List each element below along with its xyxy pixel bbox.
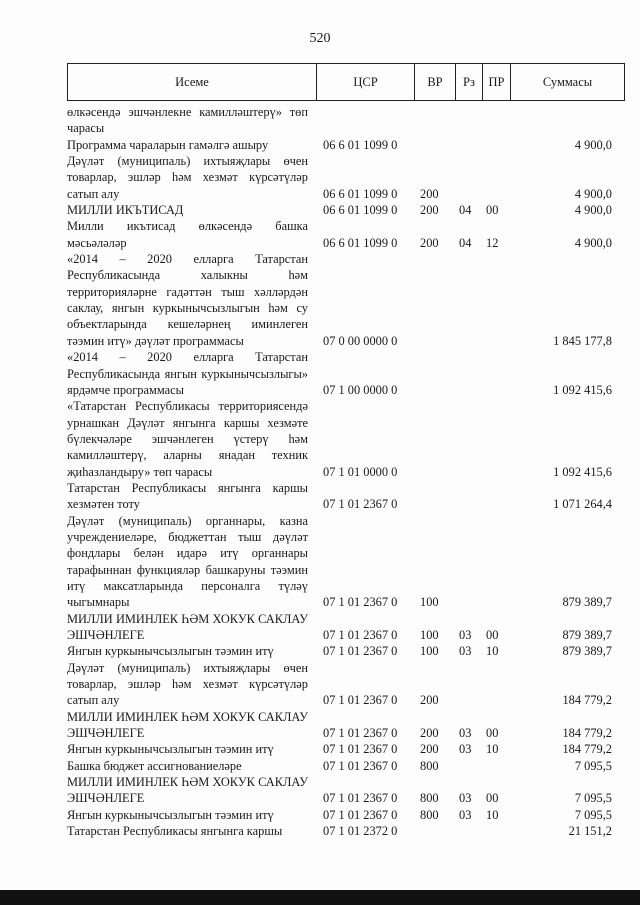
row-sum: 1 071 264,4 <box>553 497 612 512</box>
header-rz: Рз <box>456 64 483 100</box>
row-csr: 07 1 01 2372 0 <box>323 824 398 839</box>
table-row <box>67 807 625 823</box>
row-vr: 800 <box>420 791 439 806</box>
row-vr: 800 <box>420 758 439 773</box>
row-name: «2014 – 2020 елларга Татарстан Республикасында халыкны һәм территорияләрне гадәттән тыш хәлләрдән саклау, янгын куркынычсызлыгын һәм су объектларында кешеләрнең иминлеген тәэмин итү» дәүләт программасы <box>67 252 308 348</box>
row-sum: 184 779,2 <box>562 742 612 757</box>
row-sum: 7 095,5 <box>574 791 612 806</box>
row-name: Янгын куркынычсызлыгын тәэмин итү <box>67 807 274 822</box>
row-rz: 03 <box>459 644 472 659</box>
row-name: Дәүләт (муниципаль) ихтыяҗлары өчен товарлар, эшләр һәм хезмәт күрсәтүләр сатып алу <box>67 660 308 708</box>
row-sum: 7 095,5 <box>574 758 612 773</box>
row-sum: 21 151,2 <box>568 824 612 839</box>
row-name: Башка бюджет ассигнованиеләре <box>67 758 242 773</box>
row-sum: 879 389,7 <box>562 595 612 610</box>
row-rz: 04 <box>459 203 472 218</box>
table-row <box>67 251 625 349</box>
row-csr: 06 6 01 1099 0 <box>323 137 398 152</box>
row-name: Татарстан Республикасы янгынга каршы хезмәтен тоту <box>67 480 308 512</box>
table-header <box>67 63 625 101</box>
row-name: Янгын куркынычсызлыгын тәэмин итү <box>67 742 274 757</box>
page-number: 520 <box>309 31 331 46</box>
row-rz: 04 <box>459 235 472 250</box>
row-rz: 03 <box>459 742 472 757</box>
table-body <box>67 104 625 839</box>
row-sum: 184 779,2 <box>562 693 612 708</box>
row-sum: 7 095,5 <box>574 807 612 822</box>
row-name: Дәүләт (муниципаль) ихтыяҗлары өчен товарлар, эшләр һәм хезмәт күрсәтүләр сатып алу <box>67 154 308 201</box>
row-pr: 12 <box>486 235 499 250</box>
row-csr: 07 0 00 0000 0 <box>323 333 398 348</box>
row-csr: 07 1 01 2367 0 <box>323 497 398 512</box>
row-pr: 00 <box>486 726 499 741</box>
row-rz: 03 <box>459 628 472 642</box>
row-name: Дәүләт (муниципаль) органнары, казна учреждениеләре, бюджеттан тыш дәүләт фондлары белән идарә итү органнары тарафыннан функцияләр башкаруны тәэмин итү максатларында персоналга түләү чыгымнары <box>67 513 308 610</box>
table-row <box>67 398 625 480</box>
row-sum: 1 092 415,6 <box>553 464 612 479</box>
row-sum: 4 900,0 <box>574 186 612 201</box>
row-csr: 07 1 01 2367 0 <box>323 726 398 741</box>
row-csr: 07 1 00 0000 0 <box>323 382 398 397</box>
row-csr: 07 1 01 2367 0 <box>323 628 398 642</box>
row-sum: 879 389,7 <box>562 644 612 659</box>
row-csr: 06 6 01 1099 0 <box>323 235 398 250</box>
header-vr: ВР <box>415 64 456 100</box>
row-name: Программа чараларын гамәлгә ашыру <box>67 137 269 152</box>
scan-border <box>0 890 640 905</box>
row-name: Янгын куркынычсызлыгын тәэмин итү <box>67 644 274 659</box>
row-pr: 00 <box>486 628 499 642</box>
row-csr: 07 1 01 2367 0 <box>323 595 398 610</box>
row-rz: 03 <box>459 726 472 741</box>
row-sum: 184 779,2 <box>562 726 612 741</box>
table-row <box>67 153 625 202</box>
table-row <box>67 513 625 611</box>
row-vr: 200 <box>420 203 439 218</box>
row-name: «2014 – 2020 елларга Татарстан Республикасында янгын куркынычсызлыгы» ярдәмче программасы <box>67 350 308 397</box>
row-rz: 03 <box>459 791 472 806</box>
table-row <box>67 660 625 709</box>
table-row <box>67 480 625 513</box>
table-row <box>67 741 625 757</box>
table-row <box>67 349 625 398</box>
row-name: «Татарстан Республикасы территориясендә урнашкан Дәүләт янгынга каршы хезмәте бүлекчәләре эшчәнлеген үстерү һәм камилләштерү, аларны янадан техник җиһазландыру» төп чарасы <box>67 399 308 479</box>
row-name: Татарстан Республикасы янгынга каршы <box>67 824 283 839</box>
row-pr: 10 <box>486 644 499 659</box>
table-row <box>67 611 625 644</box>
row-csr: 07 1 01 2367 0 <box>323 644 398 659</box>
row-vr: 100 <box>420 595 439 610</box>
row-pr: 10 <box>486 742 499 757</box>
row-rz: 03 <box>459 807 472 822</box>
row-vr: 200 <box>420 742 439 757</box>
row-csr: 07 1 01 0000 0 <box>323 464 398 479</box>
row-csr: 07 1 01 2367 0 <box>323 693 398 708</box>
row-sum: 1 092 415,6 <box>553 382 612 397</box>
row-sum: 879 389,7 <box>562 628 612 642</box>
row-sum: 4 900,0 <box>574 137 612 152</box>
row-pr: 00 <box>486 791 499 806</box>
row-sum: 4 900,0 <box>574 203 612 218</box>
row-vr: 200 <box>420 726 439 741</box>
table-row <box>67 774 625 807</box>
table-row <box>67 823 625 839</box>
header-pr: ПР <box>483 64 511 100</box>
row-csr: 06 6 01 1099 0 <box>323 186 398 201</box>
row-sum: 4 900,0 <box>574 235 612 250</box>
table-row <box>67 643 625 659</box>
row-csr: 07 1 01 2367 0 <box>323 791 398 806</box>
table-row <box>67 202 625 218</box>
row-name: өлкәсендә эшчәнлекне камилләштерү» төп чарасы <box>67 105 308 136</box>
header-sum: Суммасы <box>542 74 593 89</box>
row-vr: 200 <box>420 693 439 708</box>
row-vr: 200 <box>420 186 439 201</box>
row-vr: 800 <box>420 807 439 822</box>
header-csr: ЦСР <box>317 64 415 100</box>
table-row <box>67 709 625 742</box>
row-vr: 100 <box>420 644 439 659</box>
row-name: МИЛЛИ ИМИНЛЕК ҺӘМ ХОКУК САКЛАУ ЭШЧӘНЛЕГЕ <box>67 611 308 642</box>
table-row <box>67 218 625 251</box>
row-csr: 06 6 01 1099 0 <box>323 203 398 218</box>
row-name: МИЛЛИ ИКЪТИСАД <box>67 203 184 218</box>
row-vr: 200 <box>420 235 439 250</box>
row-pr: 10 <box>486 807 499 822</box>
row-csr: 07 1 01 2367 0 <box>323 758 398 773</box>
row-vr: 100 <box>420 628 439 642</box>
table-row <box>67 137 625 153</box>
table-row <box>67 758 625 774</box>
row-name: МИЛЛИ ИМИНЛЕК ҺӘМ ХОКУК САКЛАУ ЭШЧӘНЛЕГЕ <box>67 709 308 741</box>
row-sum: 1 845 177,8 <box>553 333 612 348</box>
header-name: Исеме <box>68 64 317 100</box>
row-name: Милли икътисад өлкәсендә башка мәсьәләләр <box>67 219 308 250</box>
row-name: МИЛЛИ ИМИНЛЕК ҺӘМ ХОКУК САКЛАУ ЭШЧӘНЛЕГЕ <box>67 775 308 806</box>
row-pr: 00 <box>486 203 499 218</box>
row-csr: 07 1 01 2367 0 <box>323 807 398 822</box>
table-row <box>67 104 625 137</box>
row-csr: 07 1 01 2367 0 <box>323 742 398 757</box>
